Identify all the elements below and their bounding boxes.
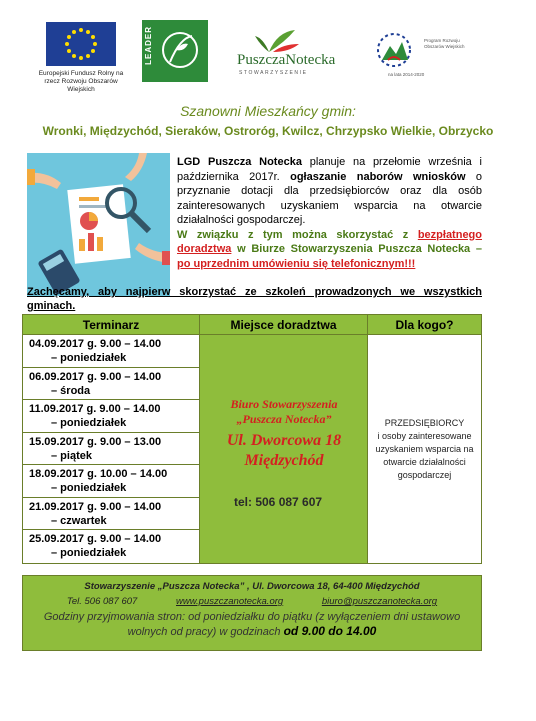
footer-hours-time: od 9.00 do 14.00 bbox=[283, 624, 377, 638]
eu-flag-icon bbox=[46, 22, 116, 66]
training-encouragement: Zachęcamy, aby najpierw skorzystać ze szkoleń prowadzonych we wszystkich gminach. bbox=[27, 286, 482, 312]
date-time: 25.09.2017 g. 9.00 – 14.00 bbox=[29, 533, 162, 546]
phone-appointment-note: po uprzednim umówieniu się telefonicznym!!! bbox=[177, 257, 416, 270]
date-time: 18.09.2017 g. 10.00 – 14.00 bbox=[29, 468, 168, 481]
eu-logo bbox=[32, 22, 130, 94]
target-entrepreneurs: PRZEDSIĘBIORCY bbox=[384, 418, 465, 428]
header-target-group: Dla kogo? bbox=[368, 315, 481, 335]
weekday: – piątek bbox=[51, 449, 92, 462]
date-row bbox=[23, 335, 199, 368]
footer-hours-text: Godziny przyjmowania stron: od poniedziałku do piątku (z wyłączeniem dni ustawowo wolnych od pracy) w godzinach bbox=[43, 611, 461, 638]
intro-paragraph-2 bbox=[177, 228, 482, 272]
dates-column bbox=[23, 335, 200, 563]
business-illustration bbox=[27, 153, 170, 296]
weekday: – środa bbox=[51, 384, 91, 397]
office-name-line-1: Biuro Stowarzyszenia bbox=[230, 397, 338, 411]
office-city: Międzychód bbox=[244, 452, 324, 469]
footer-address: Stowarzyszenie „Puszcza Notecka” , Ul. Dworcowa 18, 64-400 Międzychód bbox=[84, 581, 420, 592]
date-row bbox=[23, 530, 199, 563]
intro-call-for-applications: ogłaszanie naborów wniosków bbox=[290, 170, 466, 183]
weekday: – poniedziałek bbox=[51, 417, 127, 430]
date-time: 11.09.2017 g. 9.00 – 14.00 bbox=[29, 403, 161, 416]
logo-bar bbox=[0, 0, 536, 96]
footer-contacts bbox=[23, 596, 481, 607]
office-address bbox=[200, 431, 368, 471]
date-row bbox=[23, 465, 199, 498]
schedule-table bbox=[22, 314, 482, 564]
office-name-line-2: „Puszcza Notecka” bbox=[236, 412, 332, 426]
date-row bbox=[23, 400, 199, 433]
footer-email-link[interactable]: biuro@puszczanotecka.org bbox=[321, 596, 438, 607]
contact-footer bbox=[22, 575, 482, 651]
org-name: LGD Puszcza Notecka bbox=[177, 156, 302, 168]
prow-logo bbox=[368, 30, 468, 80]
prow-text: Program Rozwoju Obszarów Wiejskich bbox=[424, 38, 465, 49]
footer-website-link[interactable]: www.puszczanotecka.org bbox=[175, 596, 284, 607]
date-row bbox=[23, 433, 199, 466]
date-row bbox=[23, 368, 199, 401]
intro-paragraph-1 bbox=[177, 155, 482, 228]
date-time: 21.09.2017 g. 9.00 – 14.00 bbox=[29, 500, 162, 513]
prow-years: na lata 2014-2020 bbox=[388, 72, 425, 77]
weekday: – poniedziałek bbox=[51, 547, 127, 560]
location-cell bbox=[200, 335, 368, 563]
header-location: Miejsce doradztwa bbox=[200, 315, 368, 335]
leader-logo bbox=[142, 20, 208, 82]
greeting-municipalities: Wronki, Międzychód, Sieraków, Ostroróg, Kwilcz, Chrzypsko Wielkie, Obrzycko bbox=[42, 124, 494, 138]
date-time: 06.09.2017 g. 9.00 – 14.00 bbox=[29, 370, 162, 383]
target-group-text bbox=[368, 417, 481, 482]
puszcza-notecka-logo bbox=[233, 28, 345, 76]
intro-text-4: W związku z tym można skorzystać z bbox=[177, 228, 418, 241]
office-phone: tel: 506 087 607 bbox=[234, 495, 323, 509]
leader-word: LEADER bbox=[144, 26, 153, 65]
free-advice: bezpłatnego doradztwa bbox=[177, 228, 482, 255]
footer-office-hours bbox=[23, 610, 481, 639]
date-row bbox=[23, 498, 199, 531]
weekday: – czwartek bbox=[51, 514, 107, 527]
prow-emblem-icon bbox=[368, 30, 424, 72]
intro-text-6: w Biurze Stowarzyszenia Puszcza Notecka – bbox=[231, 243, 482, 255]
date-time: 15.09.2017 g. 9.00 – 13.00 bbox=[29, 435, 162, 448]
target-others: i osoby zainteresowane uzyskaniem wsparcia na otwarcie działalności gospodarczej bbox=[375, 431, 474, 480]
greeting-title: Szanowni Mieszkańcy gmin: bbox=[180, 103, 356, 119]
office-name bbox=[200, 397, 368, 427]
pn-sub: STOWARZYSZENIE bbox=[239, 70, 308, 76]
weekday: – poniedziałek bbox=[51, 482, 127, 495]
pn-name: PuszczaNotecka bbox=[237, 52, 336, 68]
intro-text-3: o przyznanie dotacji dla przedsiębiorców oraz dla osób zainteresowanych uzyskaniem wsparcia na otwarcie działalności gospodarczej. bbox=[177, 170, 482, 226]
date-time: 04.09.2017 g. 9.00 – 14.00 bbox=[29, 338, 162, 350]
footer-phone: Tel. 506 087 607 bbox=[66, 596, 138, 607]
target-group-cell bbox=[368, 335, 481, 563]
leaf-icon bbox=[233, 28, 345, 54]
intro-text-1: planuje na przełomie września i października 2017r. bbox=[177, 156, 482, 183]
office-street: Ul. Dworcowa 18 bbox=[226, 432, 342, 449]
intro-text bbox=[177, 155, 482, 271]
header-schedule: Terminarz bbox=[23, 315, 200, 335]
eu-caption: Europejski Fundusz Rolny na rzecz Rozwoju Obszarów Wiejskich bbox=[38, 70, 124, 93]
weekday: – poniedziałek bbox=[51, 352, 127, 364]
